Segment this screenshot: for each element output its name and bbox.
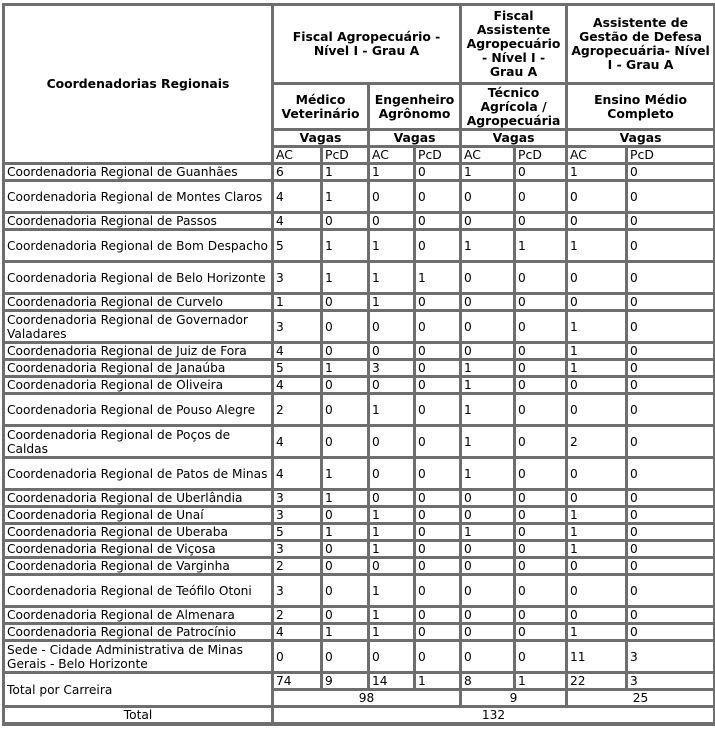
- pcd-value: 1: [322, 360, 369, 377]
- ac-value: 5: [273, 524, 322, 541]
- pcd-value: 0: [515, 426, 567, 458]
- pcd-value: 0: [627, 294, 715, 311]
- ac-value: 0: [369, 458, 415, 490]
- ac-value: 0: [461, 507, 515, 524]
- table-row: [4, 541, 715, 558]
- ac-value: 4: [273, 343, 322, 360]
- ac-header: AC: [461, 147, 515, 164]
- pcd-header: PcD: [515, 147, 567, 164]
- pcd-value: 0: [415, 213, 461, 230]
- ac-value: 0: [369, 213, 415, 230]
- pcd-value: 0: [627, 164, 715, 181]
- ac-value: 0: [369, 343, 415, 360]
- ac-value: 1: [369, 164, 415, 181]
- pcd-value: 0: [627, 343, 715, 360]
- vagas-header: Vagas: [369, 130, 461, 147]
- ac-value: 0: [461, 181, 515, 213]
- regional-name: Coordenadoria Regional de Almenara: [4, 607, 273, 624]
- pcd-value: 3: [627, 641, 715, 673]
- ac-value: 0: [461, 311, 515, 343]
- career-header-fiscal-agropecuario: Fiscal Agropecuário - Nível I - Grau A: [273, 5, 461, 84]
- pcd-value: 0: [515, 262, 567, 294]
- table-row: [4, 343, 715, 360]
- ac-value: 1: [369, 624, 415, 641]
- table-body: [4, 164, 715, 673]
- ac-value: 2: [273, 558, 322, 575]
- ac-value: 3: [273, 311, 322, 343]
- regional-name: Sede - Cidade Administrativa de Minas Gerais - Belo Horizonte: [4, 641, 273, 673]
- pcd-value: 0: [415, 558, 461, 575]
- regional-name: Coordenadoria Regional de Patrocínio: [4, 624, 273, 641]
- pcd-value: 0: [627, 377, 715, 394]
- ac-value: 0: [567, 458, 627, 490]
- grand-total-label: Total: [4, 707, 273, 724]
- career-header-fiscal-assistente: Fiscal Assistente Agropecuário - Nível I - Grau A: [461, 5, 567, 84]
- ac-value: 1: [369, 507, 415, 524]
- ac-value: 1: [461, 458, 515, 490]
- pcd-value: 0: [515, 394, 567, 426]
- table-row: [4, 575, 715, 607]
- column-total: 22: [567, 673, 627, 690]
- ac-value: 0: [369, 181, 415, 213]
- pcd-value: 1: [322, 164, 369, 181]
- ac-value: 3: [273, 575, 322, 607]
- pcd-value: 0: [322, 294, 369, 311]
- ac-value: 3: [369, 360, 415, 377]
- ac-value: 0: [369, 490, 415, 507]
- ac-value: 11: [567, 641, 627, 673]
- pcd-value: 0: [415, 394, 461, 426]
- pcd-value: 0: [415, 624, 461, 641]
- ac-value: 0: [461, 343, 515, 360]
- table-row: [4, 607, 715, 624]
- pcd-value: 0: [627, 213, 715, 230]
- table-row: [4, 624, 715, 641]
- vagas-header: Vagas: [567, 130, 715, 147]
- pcd-value: 0: [322, 507, 369, 524]
- pcd-value: 0: [322, 641, 369, 673]
- pcd-value: 0: [515, 181, 567, 213]
- ac-value: 2: [567, 426, 627, 458]
- regional-name: Coordenadoria Regional de Poços de Caldas: [4, 426, 273, 458]
- regional-name: Coordenadoria Regional de Uberlândia: [4, 490, 273, 507]
- table-row: [4, 262, 715, 294]
- regional-name: Coordenadoria Regional de Varginha: [4, 558, 273, 575]
- ac-value: 1: [461, 394, 515, 426]
- ac-value: 0: [461, 213, 515, 230]
- ac-value: 3: [273, 490, 322, 507]
- regional-name: Coordenadoria Regional de Oliveira: [4, 377, 273, 394]
- pcd-value: 1: [322, 490, 369, 507]
- ac-value: 0: [567, 575, 627, 607]
- ac-value: 1: [369, 230, 415, 262]
- pcd-value: 0: [627, 311, 715, 343]
- ac-value: 1: [567, 507, 627, 524]
- specialty-header-tecnico-agricola: Técnico Agrícola / Agropecuária: [461, 84, 567, 130]
- table-row: [4, 294, 715, 311]
- regional-name: Coordenadoria Regional de Unaí: [4, 507, 273, 524]
- ac-value: 0: [273, 641, 322, 673]
- ac-value: 1: [461, 230, 515, 262]
- ac-value: 4: [273, 377, 322, 394]
- table-row: [4, 426, 715, 458]
- pcd-value: 0: [515, 164, 567, 181]
- specialty-header-medico-veterinario: Médico Veterinário: [273, 84, 369, 130]
- pcd-value: 0: [322, 394, 369, 426]
- ac-value: 0: [369, 311, 415, 343]
- ac-value: 0: [461, 641, 515, 673]
- ac-value: 1: [461, 426, 515, 458]
- ac-value: 1: [369, 607, 415, 624]
- table-row: [4, 558, 715, 575]
- pcd-value: 0: [515, 507, 567, 524]
- vagas-header: Vagas: [273, 130, 369, 147]
- career-total-fiscal-agropecuario: 98: [273, 690, 461, 707]
- vacancies-table: [2, 3, 715, 726]
- column-total: 1: [415, 673, 461, 690]
- ac-value: 1: [461, 524, 515, 541]
- pcd-value: 0: [627, 507, 715, 524]
- table-row: [4, 213, 715, 230]
- total-por-carreira-label: Total por Carreira: [4, 673, 273, 707]
- pcd-value: 0: [415, 641, 461, 673]
- regional-header: Coordenadorias Regionais: [4, 5, 273, 164]
- pcd-value: 0: [415, 181, 461, 213]
- vagas-header: Vagas: [461, 130, 567, 147]
- career-total-assistente-gestao: 25: [567, 690, 715, 707]
- pcd-value: 0: [322, 426, 369, 458]
- ac-value: 0: [461, 607, 515, 624]
- pcd-value: 0: [415, 164, 461, 181]
- pcd-header: PcD: [627, 147, 715, 164]
- pcd-value: 0: [415, 426, 461, 458]
- ac-value: 0: [461, 294, 515, 311]
- column-total: 74: [273, 673, 322, 690]
- pcd-value: 0: [627, 230, 715, 262]
- table-row: [4, 360, 715, 377]
- pcd-value: 0: [515, 641, 567, 673]
- table-row: [4, 507, 715, 524]
- pcd-value: 0: [627, 262, 715, 294]
- ac-value: 1: [369, 262, 415, 294]
- specialty-header-engenheiro-agronomo: Engenheiro Agrônomo: [369, 84, 461, 130]
- ac-value: 1: [567, 524, 627, 541]
- pcd-value: 0: [322, 377, 369, 394]
- ac-value: 1: [567, 164, 627, 181]
- ac-value: 0: [461, 575, 515, 607]
- ac-value: 2: [273, 607, 322, 624]
- grand-total-value: 132: [273, 707, 715, 724]
- ac-value: 0: [567, 294, 627, 311]
- ac-value: 0: [461, 558, 515, 575]
- career-header-assistente-gestao: Assistente de Gestão de Defesa Agropecuária- Nível I - Grau A: [567, 5, 715, 84]
- ac-value: 4: [273, 181, 322, 213]
- ac-value: 0: [567, 394, 627, 426]
- ac-value: 6: [273, 164, 322, 181]
- pcd-value: 0: [515, 541, 567, 558]
- pcd-value: 0: [415, 541, 461, 558]
- pcd-value: 0: [627, 524, 715, 541]
- ac-value: 1: [567, 360, 627, 377]
- pcd-value: 0: [322, 311, 369, 343]
- pcd-value: 1: [322, 181, 369, 213]
- pcd-value: 1: [415, 262, 461, 294]
- pcd-value: 0: [415, 507, 461, 524]
- ac-value: 0: [369, 558, 415, 575]
- column-total: 14: [369, 673, 415, 690]
- pcd-value: 0: [322, 558, 369, 575]
- ac-value: 1: [273, 294, 322, 311]
- regional-name: Coordenadoria Regional de Juiz de Fora: [4, 343, 273, 360]
- regional-name: Coordenadoria Regional de Passos: [4, 213, 273, 230]
- pcd-value: 1: [322, 230, 369, 262]
- ac-value: 1: [369, 294, 415, 311]
- table-row: [4, 394, 715, 426]
- ac-value: 1: [369, 524, 415, 541]
- pcd-value: 0: [515, 311, 567, 343]
- regional-name: Coordenadoria Regional de Montes Claros: [4, 181, 273, 213]
- ac-value: 1: [567, 343, 627, 360]
- ac-value: 1: [369, 394, 415, 426]
- ac-value: 3: [273, 541, 322, 558]
- pcd-value: 1: [322, 524, 369, 541]
- ac-value: 0: [567, 181, 627, 213]
- pcd-value: 1: [322, 624, 369, 641]
- pcd-value: 0: [415, 524, 461, 541]
- pcd-header: PcD: [415, 147, 461, 164]
- pcd-value: 0: [627, 458, 715, 490]
- pcd-value: 1: [515, 230, 567, 262]
- table-row: [4, 524, 715, 541]
- pcd-value: 0: [627, 607, 715, 624]
- pcd-value: 0: [415, 377, 461, 394]
- pcd-value: 0: [415, 607, 461, 624]
- pcd-value: 1: [322, 458, 369, 490]
- ac-value: 0: [567, 262, 627, 294]
- ac-value: 1: [567, 624, 627, 641]
- pcd-value: 0: [415, 575, 461, 607]
- ac-value: 5: [273, 360, 322, 377]
- pcd-value: 0: [627, 490, 715, 507]
- pcd-value: 0: [515, 575, 567, 607]
- pcd-value: 0: [515, 490, 567, 507]
- pcd-header: PcD: [322, 147, 369, 164]
- pcd-value: 0: [515, 360, 567, 377]
- ac-value: 0: [369, 377, 415, 394]
- table-row: [4, 458, 715, 490]
- pcd-value: 0: [627, 394, 715, 426]
- pcd-value: 0: [415, 360, 461, 377]
- ac-value: 1: [567, 541, 627, 558]
- pcd-value: 0: [627, 624, 715, 641]
- ac-value: 1: [461, 377, 515, 394]
- pcd-value: 0: [322, 575, 369, 607]
- specialty-header-ensino-medio: Ensino Médio Completo: [567, 84, 715, 130]
- column-total: 8: [461, 673, 515, 690]
- regional-name: Coordenadoria Regional de Uberaba: [4, 524, 273, 541]
- pcd-value: 0: [515, 624, 567, 641]
- pcd-value: 0: [627, 558, 715, 575]
- pcd-value: 0: [627, 575, 715, 607]
- pcd-value: 1: [322, 262, 369, 294]
- ac-value: 1: [567, 230, 627, 262]
- table-row: [4, 490, 715, 507]
- column-total: 3: [627, 673, 715, 690]
- ac-value: 4: [273, 213, 322, 230]
- pcd-value: 0: [415, 230, 461, 262]
- ac-value: 1: [369, 575, 415, 607]
- career-total-fiscal-assistente: 9: [461, 690, 567, 707]
- pcd-value: 0: [322, 343, 369, 360]
- ac-value: 1: [567, 311, 627, 343]
- ac-value: 0: [461, 262, 515, 294]
- regional-name: Coordenadoria Regional de Belo Horizonte: [4, 262, 273, 294]
- ac-value: 1: [369, 541, 415, 558]
- regional-name: Coordenadoria Regional de Bom Despacho: [4, 230, 273, 262]
- ac-value: 4: [273, 426, 322, 458]
- pcd-value: 0: [515, 377, 567, 394]
- pcd-value: 0: [322, 541, 369, 558]
- ac-value: 5: [273, 230, 322, 262]
- regional-name: Coordenadoria Regional de Curvelo: [4, 294, 273, 311]
- pcd-value: 0: [322, 607, 369, 624]
- table-row: [4, 377, 715, 394]
- ac-value: 0: [567, 377, 627, 394]
- pcd-value: 0: [515, 213, 567, 230]
- ac-header: AC: [369, 147, 415, 164]
- ac-value: 1: [461, 164, 515, 181]
- pcd-value: 0: [515, 607, 567, 624]
- column-total: 9: [322, 673, 369, 690]
- ac-value: 0: [567, 607, 627, 624]
- ac-value: 3: [273, 262, 322, 294]
- table-row: [4, 181, 715, 213]
- regional-name: Coordenadoria Regional de Janaúba: [4, 360, 273, 377]
- table-row: [4, 311, 715, 343]
- ac-value: 0: [369, 426, 415, 458]
- regional-name: Coordenadoria Regional de Viçosa: [4, 541, 273, 558]
- pcd-value: 0: [515, 458, 567, 490]
- regional-name: Coordenadoria Regional de Governador Valadares: [4, 311, 273, 343]
- ac-value: 2: [273, 394, 322, 426]
- pcd-value: 0: [515, 558, 567, 575]
- regional-name: Coordenadoria Regional de Guanhães: [4, 164, 273, 181]
- pcd-value: 0: [627, 541, 715, 558]
- ac-value: 1: [461, 360, 515, 377]
- pcd-value: 0: [322, 213, 369, 230]
- ac-value: 0: [461, 624, 515, 641]
- pcd-value: 0: [515, 524, 567, 541]
- pcd-value: 0: [627, 426, 715, 458]
- table-row: [4, 230, 715, 262]
- ac-value: 4: [273, 624, 322, 641]
- pcd-value: 0: [415, 294, 461, 311]
- table-row: [4, 164, 715, 181]
- pcd-value: 0: [415, 458, 461, 490]
- pcd-value: 0: [415, 311, 461, 343]
- ac-header: AC: [567, 147, 627, 164]
- pcd-value: 0: [515, 294, 567, 311]
- ac-value: 0: [369, 641, 415, 673]
- pcd-value: 0: [515, 343, 567, 360]
- column-total: 1: [515, 673, 567, 690]
- regional-name: Coordenadoria Regional de Patos de Minas: [4, 458, 273, 490]
- pcd-value: 0: [627, 360, 715, 377]
- pcd-value: 0: [627, 181, 715, 213]
- pcd-value: 0: [415, 490, 461, 507]
- ac-value: 0: [567, 490, 627, 507]
- ac-value: 4: [273, 458, 322, 490]
- ac-value: 0: [567, 213, 627, 230]
- regional-name: Coordenadoria Regional de Pouso Alegre: [4, 394, 273, 426]
- ac-value: 0: [567, 558, 627, 575]
- ac-value: 3: [273, 507, 322, 524]
- table-row: [4, 641, 715, 673]
- ac-value: 0: [461, 541, 515, 558]
- ac-value: 0: [461, 490, 515, 507]
- ac-header: AC: [273, 147, 322, 164]
- regional-name: Coordenadoria Regional de Teófilo Otoni: [4, 575, 273, 607]
- pcd-value: 0: [415, 343, 461, 360]
